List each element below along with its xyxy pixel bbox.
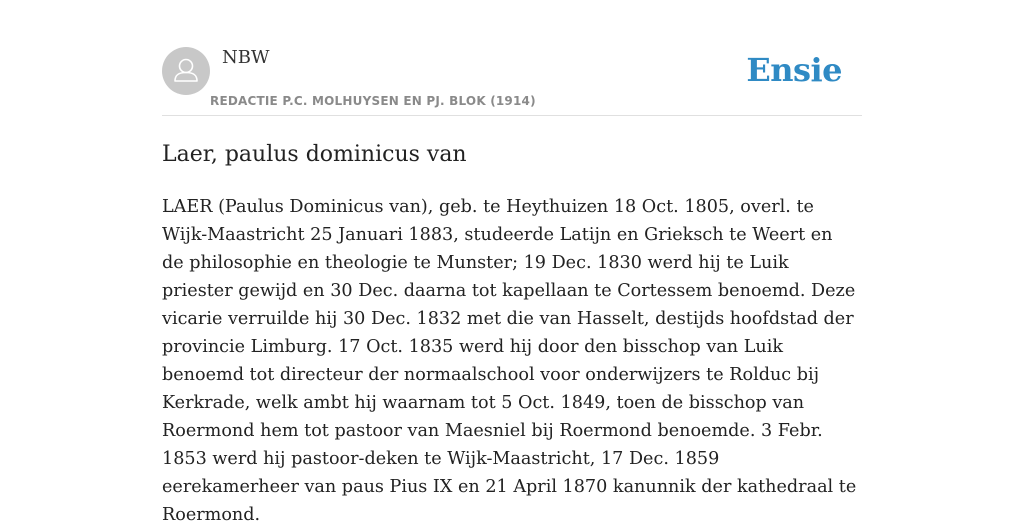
user-silhouette-icon — [162, 47, 210, 95]
source-subtitle: REDACTIE P.C. MOLHUYSEN EN PJ. BLOK (1914) — [210, 94, 536, 108]
page-header — [162, 46, 862, 116]
article-body: LAER (Paulus Dominicus van), geb. te Heythuizen 18 Oct. 1805, overl. te Wijk-Maastricht 25 Januari 1883, studeerde Latijn en Grieksch te Weert en de philosophie en theologie te Munster; 19 Dec. 1830 werd hij te Luik priester gewijd en 30 Dec. daarna tot kapellaan te Cortessem benoemd. Deze vicarie verruilde hij 30 Dec. 1832 met die van Hasselt, destijds hoofdstad der provincie Limburg. 17 Oct. 1835 werd hij door den bisschop van Luik benoemd tot directeur der normaalschool voor onderwijzers te Rolduc bij Kerkrade, welk ambt hij waarnam tot 5 Oct. 1849, toen de bisschop van Roermond hem tot pastoor van Maesniel bij Roermond benoemde. 3 Febr. 1853 werd hij pastoor-deken te Wijk-Maastricht, 17 Dec. 1859 eerekamerheer van paus Pius IX en 21 April 1870 kanunnik der kathedraal te Roermond. — [162, 197, 857, 525]
ensie-logo[interactable]: Ensie — [746, 51, 842, 89]
article-title: Laer, paulus dominicus van — [162, 142, 467, 167]
header-divider — [162, 115, 862, 116]
avatar[interactable] — [162, 47, 210, 95]
author-name[interactable]: NBW — [222, 47, 270, 68]
